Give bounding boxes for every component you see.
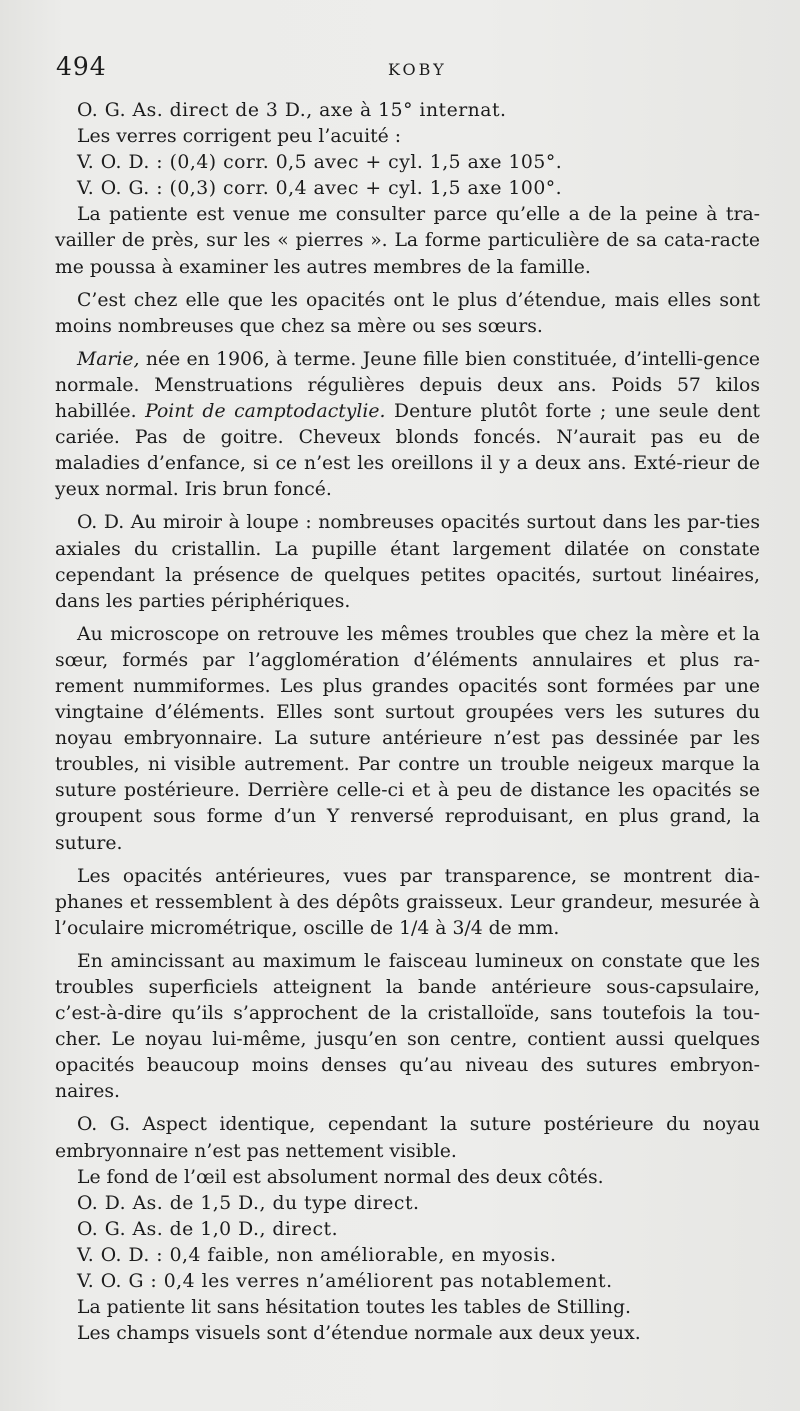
champs-visuels-line: Les champs visuels sont d’étendue normale aux deux yeux. <box>77 1323 641 1345</box>
vog-line: V. O. G : 0,4 les verres n’améliorent pas notablement. <box>77 1271 613 1293</box>
marie-text-a: née en 1906, à terme. Jeune fille bien constituée, d’intelli-gence normale. Menstruations régulières depuis deux ans. Poids 57 kilos habillée. <box>55 348 760 423</box>
vog-correction-line: V. O. G. : (0,3) corr. 0,4 avec + cyl. 1,5 axe 100°. <box>77 178 563 200</box>
paragraph-marie <box>55 347 760 504</box>
paragraph-patiente: La patiente est venue me consulter parce qu’elle a de la peine à tra-vailler de près, sur les « pierres ». La forme particulière de sa cata-racte me poussa à examiner les autres membres de la famille. <box>55 204 760 278</box>
paragraph-microscope: Au microscope on retrouve les mêmes troubles que chez la mère et la sœur, formés par l’agglomération d’éléments annulaires et plus ra-rement nummiformes. Les plus grandes opacités sont formées par une vingtaine d’éléments. Elles sont surtout groupées vers les sutures du noyau embryonnaire. La suture antérieure n’est pas dessinée par les troubles, ni visible autrement. Par contre un trouble neigeux marque la suture postérieure. Derrière celle-ci et à peu de distance les opacités se groupent sous forme d’un Y renversé reproduisant, en plus grand, la suture. <box>55 623 760 854</box>
paragraph-amincissant: En amincissant au maximum le faisceau lumineux on constate que les troubles superficiels atteignent la bande antérieure sous-capsulaire, c’est-à-dire qu’ils s’approchent de la cristalloïde, sans toutefois la tou-cher. Le noyau lui-même, jusqu’en son centre, contient aussi quelques opacités beaucoup moins denses qu’au niveau des sutures embryon-naires. <box>55 950 760 1103</box>
marie-text-b: Denture plutôt forte ; une seule dent cariée. Pas de goitre. Cheveux blonds foncés. N’aurait pas eu de maladies d’enfance, si ce n’est les oreillons il y a deux ans. Exté-rieur de yeux normal. Iris brun foncé. <box>55 401 760 501</box>
marie-camptodactylie: Point de camptodactylie. <box>145 401 386 423</box>
paragraph-etendue: C’est chez elle que les opacités ont le plus d’étendue, mais elles sont moins nombreuses que chez sa mère ou ses sœurs. <box>55 289 760 337</box>
paragraph-od-miroir: O. D. Au miroir à loupe : nombreuses opacités surtout dans les par-ties axiales du cristallin. La pupille étant largement dilatée on constate cependant la présence de quelques petites opacités, surtout linéaires, dans les parties périphériques. <box>55 512 760 612</box>
page-header <box>56 48 760 88</box>
verres-intro-line: Les verres corrigent peu l’acuité : <box>77 126 402 148</box>
vod-line: V. O. D. : 0,4 faible, non améliorable, en myosis. <box>77 1244 557 1266</box>
paragraph-og-aspect: O. G. Aspect identique, cependant la suture postérieure du noyau embryonnaire n’est pas nettement visible. <box>55 1114 760 1162</box>
fond-oeil-line: Le fond de l’œil est absolument normal des deux côtés. <box>77 1166 604 1188</box>
page-body <box>55 98 760 1347</box>
og-as-line: O. G. As. de 1,0 D., direct. <box>77 1218 339 1240</box>
od-as-line: O. D. As. de 1,5 D., du type direct. <box>77 1192 420 1214</box>
page-number: 494 <box>56 52 107 81</box>
marie-name: Marie, <box>77 348 140 370</box>
og-astigmatism-line: O. G. As. direct de 3 D., axe à 15° internat. <box>77 100 507 121</box>
running-head: KOBY <box>388 60 447 79</box>
paragraph-anterieures: Les opacités antérieures, vues par transparence, se montrent dia-phanes et ressemblent à des dépôts graisseux. Leur grandeur, mesurée à l’oculaire micrométrique, oscille de 1/4 à 3/4 de mm. <box>55 865 760 939</box>
stilling-line: La patiente lit sans hésitation toutes les tables de Stilling. <box>77 1297 631 1319</box>
vod-correction-line: V. O. D. : (0,4) corr. 0,5 avec + cyl. 1,5 axe 105°. <box>77 152 563 174</box>
